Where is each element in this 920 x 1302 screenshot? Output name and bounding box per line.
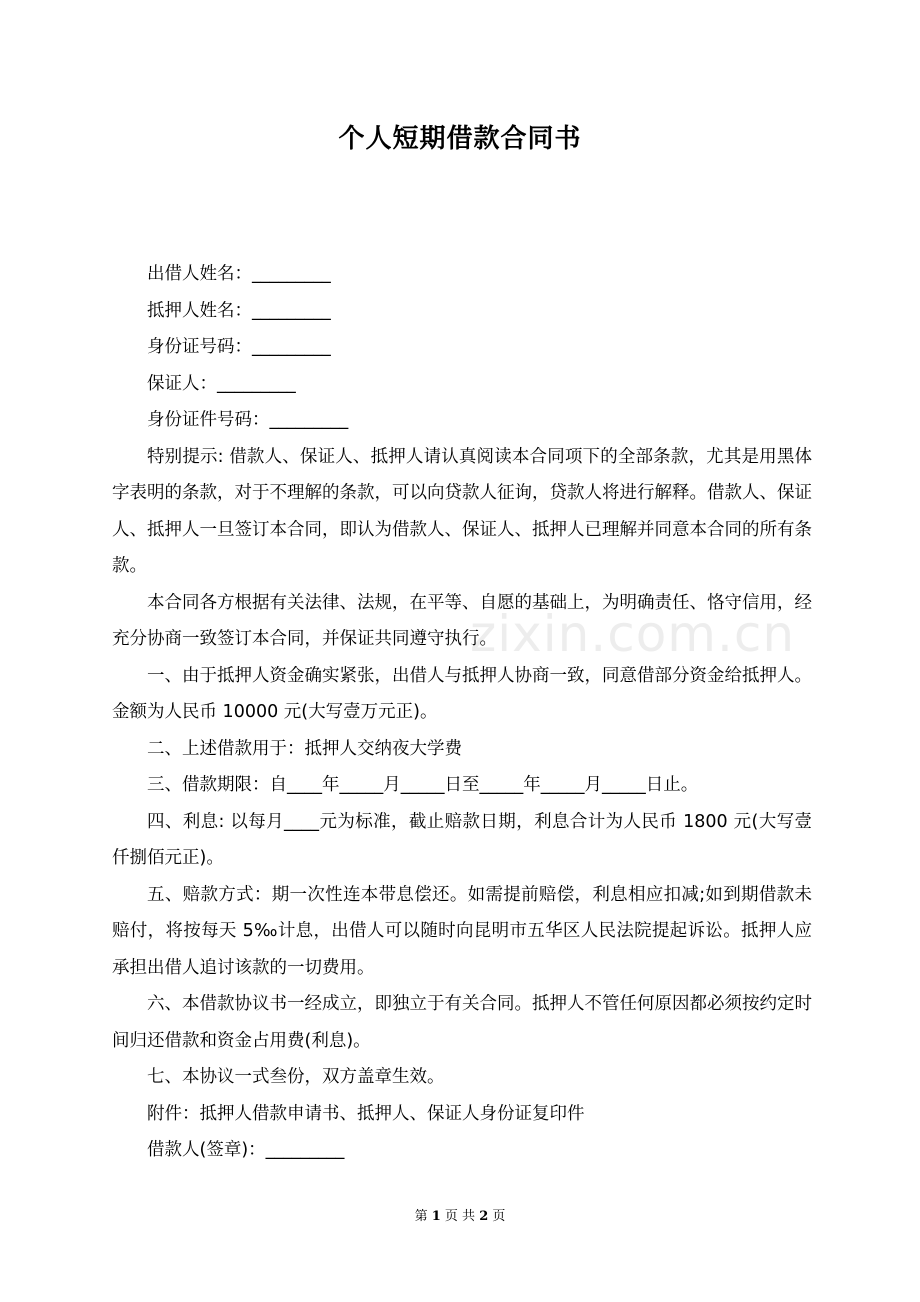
clause-2: 二、上述借款用于：抵押人交纳夜大学费 [147,738,462,759]
guarantor-line: 保证人：_________ [147,373,296,394]
footer-suffix: 页 [492,1209,506,1224]
clause-7: 七、本协议一式叁份，双方盖章生效。 [147,1067,445,1087]
current-page-number: 1 [431,1209,441,1224]
clause-5: 五、赔款方式：期一次性连本带息偿还。如需提前赔偿，利息相应扣减;如到期借款未赔付，将按每天 5‰计息，出借人可以随时向昆明市五华区人民法院提起诉讼。抵押人应承担出借人追讨该款的一切费用。 [112,884,812,978]
footer-prefix: 第 [414,1209,428,1224]
document-body [112,256,812,1169]
mortgagor-name-line: 抵押人姓名：_________ [147,300,331,321]
preamble-paragraph: 本合同各方根据有关法律、法规，在平等、自愿的基础上，为明确责任、恪守信用，经充分协商一致签订本合同，并保证共同遵守执行。 [112,592,812,649]
clause-3: 三、借款期限：自____年_____月_____日至_____年_____月_____日止。 [147,775,699,795]
clause-4: 四、利息: 以每月____元为标准，截止赔款日期，利息合计为人民币 1800 元(大写壹仟捌佰元正)。 [112,811,812,868]
id-document-number-line: 身份证件号码：_________ [147,410,349,430]
attachment-line: 附件：抵押人借款申请书、抵押人、保证人身份证复印件 [147,1103,585,1124]
page-footer [0,1205,920,1224]
borrower-signature-line: 借款人(签章)：_________ [147,1140,345,1160]
id-number-line: 身份证号码：_________ [147,337,331,357]
watermark: zixin.com.cn [470,605,796,663]
footer-middle: 页 共 [444,1209,476,1224]
lender-name-line: 出借人姓名：_________ [147,264,331,284]
document-title: 个人短期借款合同书 [338,124,582,154]
total-page-number: 2 [479,1209,489,1224]
clause-1: 一、由于抵押人资金确实紧张，出借人与抵押人协商一致，同意借部分资金给抵押人。金额为人民币 10000 元(大写壹万元正)。 [112,665,812,722]
clause-6: 六、本借款协议书一经成立，即独立于有关合同。抵押人不管任何原因都必须按约定时间归还借款和资金占用费(利息)。 [112,994,812,1051]
special-notice-paragraph: 特别提示: 借款人、保证人、抵押人请认真阅读本合同项下的全部条款，尤其是用黑体字表明的条款，对于不理解的条款，可以向贷款人征询，贷款人将进行解释。借款人、保证人、抵押人一旦签订本合同，即认为借款人、保证人、抵押人已理解并同意本合同的所有条款。 [112,446,812,576]
